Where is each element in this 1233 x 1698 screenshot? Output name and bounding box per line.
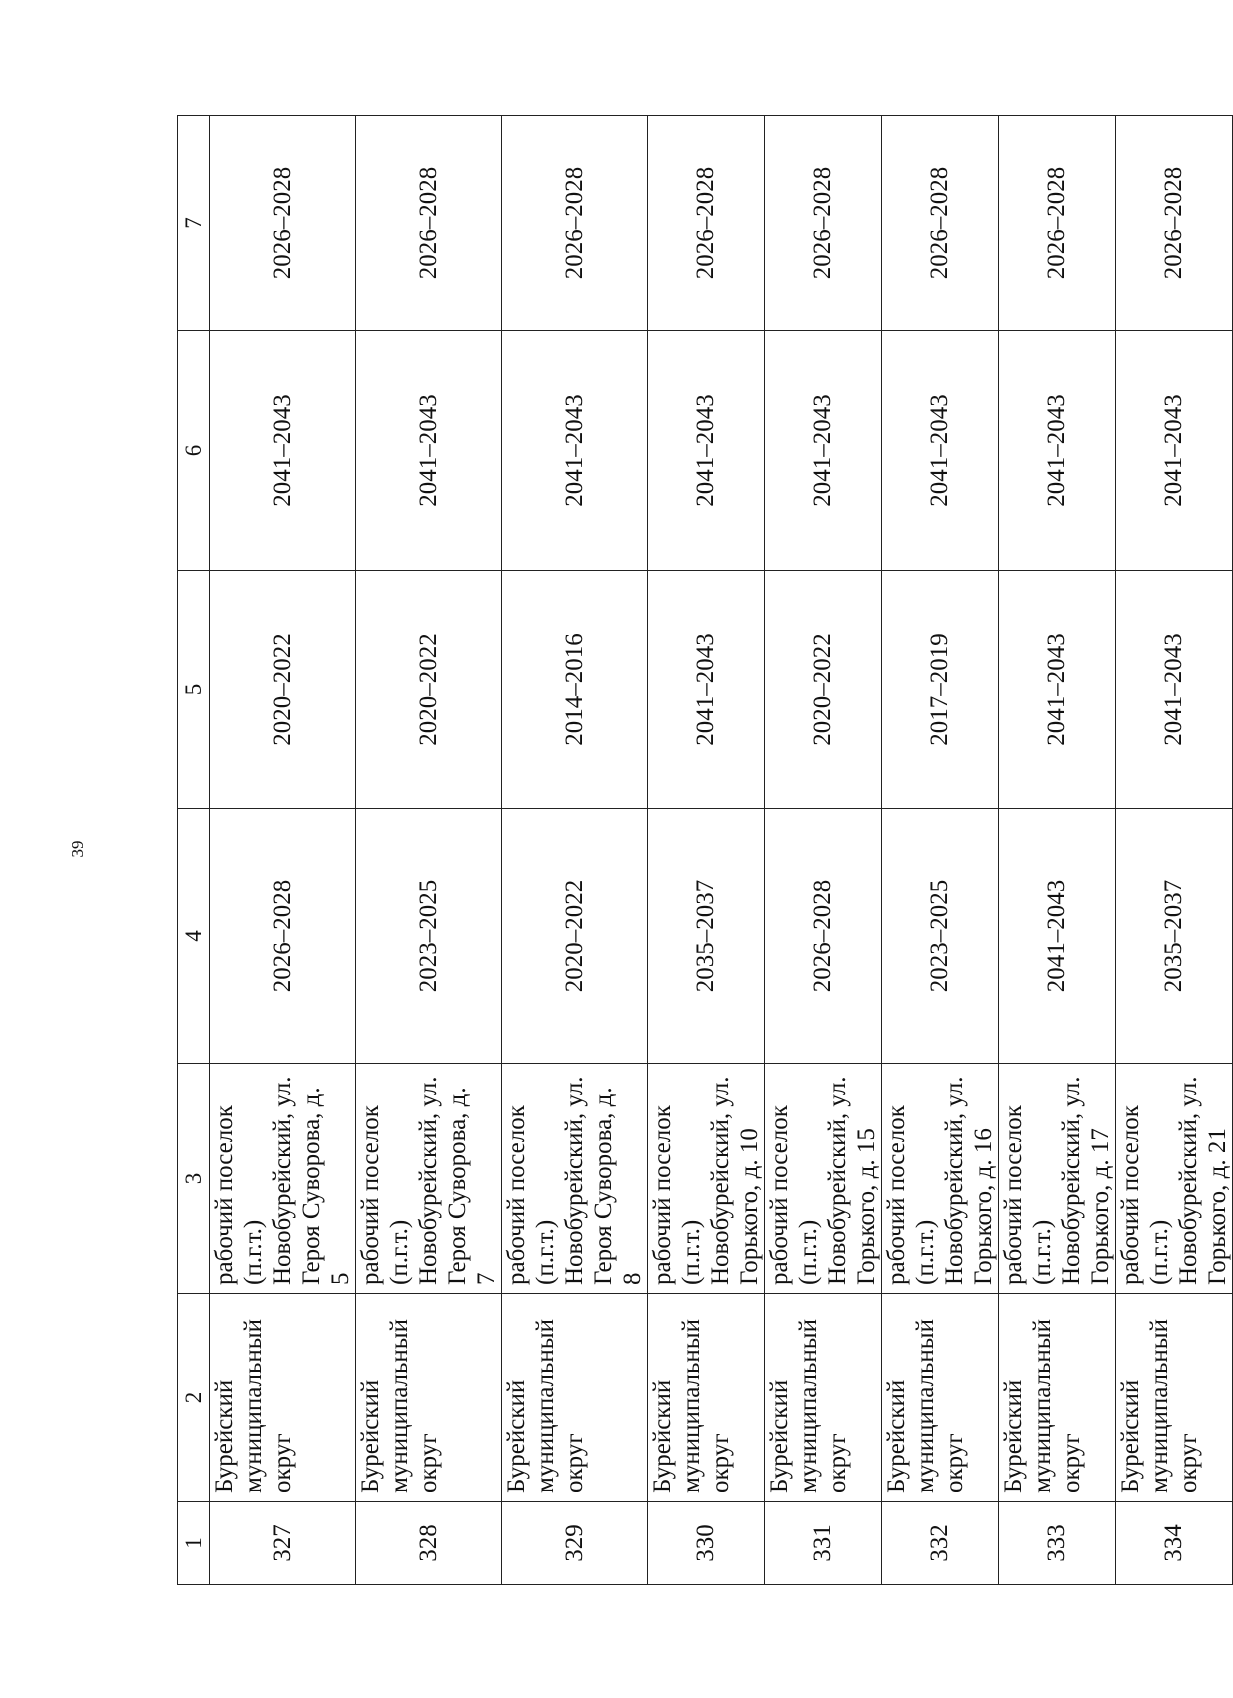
address-cell: рабочий поселок (п.г.т.) Новобурейский, ул. Горького, д. 15	[765, 1064, 882, 1294]
period-cell-col6: 2041–2043	[502, 331, 648, 571]
column-header: 1	[178, 1502, 210, 1585]
table-row	[1116, 116, 1233, 1585]
column-header: 2	[178, 1294, 210, 1502]
table-row	[999, 116, 1116, 1585]
period-cell-col7: 2026–2028	[765, 116, 882, 331]
period-cell-col7: 2026–2028	[502, 116, 648, 331]
row-number-cell: 329	[502, 1502, 648, 1585]
period-cell-col6: 2041–2043	[882, 331, 999, 571]
table-row	[648, 116, 765, 1585]
district-cell: Бурейский муниципальный округ	[648, 1294, 765, 1502]
period-cell-col5: 2014–2016	[502, 571, 648, 809]
schedule-table	[177, 115, 1233, 1585]
period-cell-col6: 2041–2043	[210, 331, 356, 571]
period-cell-col4: 2023–2025	[356, 809, 502, 1064]
district-cell: Бурейский муниципальный округ	[765, 1294, 882, 1502]
period-cell-col4: 2026–2028	[210, 809, 356, 1064]
table-row	[210, 116, 356, 1585]
period-cell-col4: 2041–2043	[999, 809, 1116, 1064]
period-cell-col7: 2026–2028	[356, 116, 502, 331]
table-row	[502, 116, 648, 1585]
row-number-cell: 332	[882, 1502, 999, 1585]
column-header: 3	[178, 1064, 210, 1294]
header-row	[178, 116, 210, 1585]
period-cell-col5: 2020–2022	[210, 571, 356, 809]
period-cell-col4: 2035–2037	[1116, 809, 1233, 1064]
address-cell: рабочий поселок (п.г.т.) Новобурейский, ул. Горького, д. 21	[1116, 1064, 1233, 1294]
period-cell-col6: 2041–2043	[648, 331, 765, 571]
table-rotator	[177, 116, 1231, 1585]
table-row	[765, 116, 882, 1585]
address-cell: рабочий поселок (п.г.т.) Новобурейский, ул. Героя Суворова, д. 8	[502, 1064, 648, 1294]
row-number-cell: 330	[648, 1502, 765, 1585]
rotated-table-sheet	[177, 116, 1231, 1585]
period-cell-col5: 2020–2022	[765, 571, 882, 809]
row-number-cell: 334	[1116, 1502, 1233, 1585]
address-cell: рабочий поселок (п.г.т.) Новобурейский, ул. Горького, д. 10	[648, 1064, 765, 1294]
district-cell: Бурейский муниципальный округ	[882, 1294, 999, 1502]
row-number-cell: 331	[765, 1502, 882, 1585]
period-cell-col5: 2017–2019	[882, 571, 999, 809]
period-cell-col7: 2026–2028	[648, 116, 765, 331]
column-header: 5	[178, 571, 210, 809]
district-cell: Бурейский муниципальный округ	[356, 1294, 502, 1502]
column-header: 7	[178, 116, 210, 331]
row-number-cell: 328	[356, 1502, 502, 1585]
period-cell-col4: 2020–2022	[502, 809, 648, 1064]
address-cell: рабочий поселок (п.г.т.) Новобурейский, ул. Героя Суворова, д. 7	[356, 1064, 502, 1294]
period-cell-col6: 2041–2043	[765, 331, 882, 571]
district-cell: Бурейский муниципальный округ	[999, 1294, 1116, 1502]
period-cell-col5: 2041–2043	[999, 571, 1116, 809]
period-cell-col7: 2026–2028	[210, 116, 356, 331]
period-cell-col4: 2035–2037	[648, 809, 765, 1064]
district-cell: Бурейский муниципальный округ	[210, 1294, 356, 1502]
period-cell-col5: 2020–2022	[356, 571, 502, 809]
page-number: 39	[68, 840, 87, 858]
district-cell: Бурейский муниципальный округ	[502, 1294, 648, 1502]
period-cell-col5: 2041–2043	[1116, 571, 1233, 809]
period-cell-col7: 2026–2028	[1116, 116, 1233, 331]
period-cell-col7: 2026–2028	[882, 116, 999, 331]
column-header: 6	[178, 331, 210, 571]
address-cell: рабочий поселок (п.г.т.) Новобурейский, ул. Горького, д. 17	[999, 1064, 1116, 1294]
period-cell-col6: 2041–2043	[356, 331, 502, 571]
period-cell-col7: 2026–2028	[999, 116, 1116, 331]
column-header: 4	[178, 809, 210, 1064]
period-cell-col5: 2041–2043	[648, 571, 765, 809]
table-row	[882, 116, 999, 1585]
period-cell-col6: 2041–2043	[1116, 331, 1233, 571]
row-number-cell: 333	[999, 1502, 1116, 1585]
address-cell: рабочий поселок (п.г.т.) Новобурейский, ул. Героя Суворова, д. 5	[210, 1064, 356, 1294]
district-cell: Бурейский муниципальный округ	[1116, 1294, 1233, 1502]
table-row	[356, 116, 502, 1585]
period-cell-col4: 2023–2025	[882, 809, 999, 1064]
address-cell: рабочий поселок (п.г.т.) Новобурейский, ул. Горького, д. 16	[882, 1064, 999, 1294]
period-cell-col4: 2026–2028	[765, 809, 882, 1064]
row-number-cell: 327	[210, 1502, 356, 1585]
period-cell-col6: 2041–2043	[999, 331, 1116, 571]
